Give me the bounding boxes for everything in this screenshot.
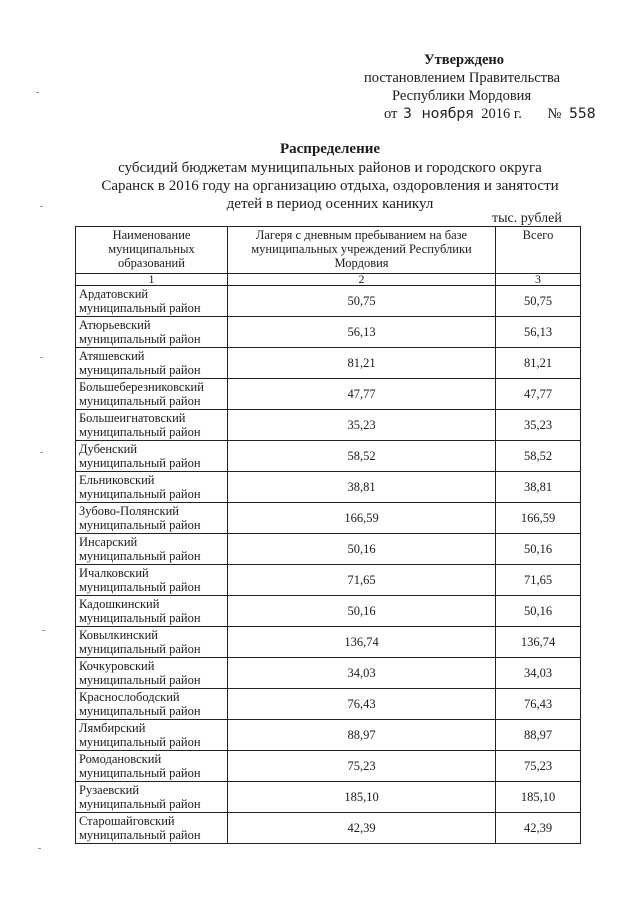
municipality-name: Ичалковский bbox=[79, 566, 149, 580]
column-number-row bbox=[76, 274, 581, 286]
municipality-name: Ковылкинский bbox=[79, 628, 158, 642]
table-row bbox=[76, 348, 581, 379]
unit-label: тыс. рублей bbox=[492, 211, 562, 226]
total-amount: 34,03 bbox=[496, 658, 581, 689]
municipality-type: муниципальный район bbox=[79, 735, 201, 749]
municipality-type: муниципальный район bbox=[79, 301, 201, 315]
approval-line-2: Республики Мордовия bbox=[392, 88, 532, 104]
heading-line-1: субсидий бюджетам муниципальных районов и городского округа bbox=[118, 160, 542, 176]
total-amount: 56,13 bbox=[496, 317, 581, 348]
table-row bbox=[76, 472, 581, 503]
municipality-name: Старошайговский bbox=[79, 814, 175, 828]
approval-date-line bbox=[300, 105, 600, 123]
table-row bbox=[76, 596, 581, 627]
municipality-cell bbox=[76, 689, 228, 720]
heading-title: Распределение bbox=[279, 141, 381, 157]
camps-amount: 81,21 bbox=[228, 348, 496, 379]
municipality-cell bbox=[76, 813, 228, 844]
camps-amount: 76,43 bbox=[228, 689, 496, 720]
column-number: 2 bbox=[228, 274, 496, 286]
municipality-type: муниципальный район bbox=[79, 642, 201, 656]
municipality-cell bbox=[76, 503, 228, 534]
table-row bbox=[76, 379, 581, 410]
camps-amount: 58,52 bbox=[228, 441, 496, 472]
municipality-type: муниципальный район bbox=[79, 487, 201, 501]
municipality-type: муниципальный район bbox=[79, 673, 201, 687]
municipality-type: муниципальный район bbox=[79, 394, 201, 408]
municipality-type: муниципальный район bbox=[79, 425, 201, 439]
municipality-name: Рузаевский bbox=[79, 783, 140, 797]
camps-amount: 50,16 bbox=[228, 596, 496, 627]
table-row bbox=[76, 317, 581, 348]
approval-title: Утверждено bbox=[424, 52, 504, 68]
municipality-name: Кочкуровский bbox=[79, 659, 155, 673]
table-row bbox=[76, 689, 581, 720]
table-row bbox=[76, 782, 581, 813]
municipality-type: муниципальный район bbox=[79, 828, 201, 842]
table-row bbox=[76, 503, 581, 534]
header-name: Наименование муниципальных образований bbox=[76, 227, 228, 274]
total-amount: 185,10 bbox=[496, 782, 581, 813]
municipality-cell bbox=[76, 441, 228, 472]
heading-line-2: Саранск в 2016 году на организацию отдыха, оздоровления и занятости bbox=[101, 178, 559, 194]
municipality-type: муниципальный район bbox=[79, 549, 201, 563]
municipality-type: муниципальный район bbox=[79, 797, 201, 811]
camps-amount: 136,74 bbox=[228, 627, 496, 658]
distribution-table bbox=[75, 226, 581, 844]
camps-amount: 75,23 bbox=[228, 751, 496, 782]
camps-amount: 38,81 bbox=[228, 472, 496, 503]
municipality-cell bbox=[76, 565, 228, 596]
approval-block bbox=[300, 51, 600, 123]
municipality-name: Зубово-Полянский bbox=[79, 504, 179, 518]
municipality-name: Дубенский bbox=[79, 442, 138, 456]
municipality-name: Ельниковский bbox=[79, 473, 155, 487]
municipality-cell bbox=[76, 472, 228, 503]
municipality-name: Инсарский bbox=[79, 535, 138, 549]
table-row bbox=[76, 751, 581, 782]
column-number: 3 bbox=[496, 274, 581, 286]
municipality-name: Большеберезниковский bbox=[79, 380, 204, 394]
municipality-name: Ардатовский bbox=[79, 287, 149, 301]
date-year: 2016 г. bbox=[481, 106, 522, 122]
header-total: Всего bbox=[496, 227, 581, 274]
municipality-cell bbox=[76, 627, 228, 658]
camps-amount: 166,59 bbox=[228, 503, 496, 534]
municipality-type: муниципальный район bbox=[79, 766, 201, 780]
header-camps: Лагеря с дневным пребыванием на базе муниципальных учреждений Республики Мордовия bbox=[228, 227, 496, 274]
date-month: ноября bbox=[421, 106, 474, 122]
table-row bbox=[76, 565, 581, 596]
camps-amount: 35,23 bbox=[228, 410, 496, 441]
scan-mark bbox=[36, 92, 39, 93]
camps-amount: 50,75 bbox=[228, 286, 496, 317]
approval-line-1: постановлением Правительства bbox=[364, 70, 561, 86]
total-amount: 71,65 bbox=[496, 565, 581, 596]
scan-mark bbox=[40, 452, 43, 453]
table-row bbox=[76, 441, 581, 472]
camps-amount: 47,77 bbox=[228, 379, 496, 410]
table-row bbox=[76, 410, 581, 441]
scan-mark bbox=[40, 357, 43, 358]
municipality-cell bbox=[76, 286, 228, 317]
column-number: 1 bbox=[76, 274, 228, 286]
municipality-cell bbox=[76, 720, 228, 751]
date-day: 3 bbox=[403, 106, 412, 122]
scan-mark bbox=[38, 848, 41, 849]
municipality-cell bbox=[76, 534, 228, 565]
municipality-name: Лямбирский bbox=[79, 721, 146, 735]
table-row bbox=[76, 534, 581, 565]
total-amount: 81,21 bbox=[496, 348, 581, 379]
municipality-name: Краснослободский bbox=[79, 690, 180, 704]
total-amount: 166,59 bbox=[496, 503, 581, 534]
municipality-type: муниципальный район bbox=[79, 611, 201, 625]
total-amount: 136,74 bbox=[496, 627, 581, 658]
total-amount: 35,23 bbox=[496, 410, 581, 441]
total-amount: 88,97 bbox=[496, 720, 581, 751]
total-amount: 76,43 bbox=[496, 689, 581, 720]
total-amount: 42,39 bbox=[496, 813, 581, 844]
total-amount: 50,16 bbox=[496, 596, 581, 627]
municipality-cell bbox=[76, 782, 228, 813]
camps-amount: 42,39 bbox=[228, 813, 496, 844]
camps-amount: 185,10 bbox=[228, 782, 496, 813]
municipality-name: Кадошкинский bbox=[79, 597, 160, 611]
scan-mark bbox=[42, 630, 45, 631]
number-sign: № bbox=[547, 106, 562, 122]
municipality-cell bbox=[76, 379, 228, 410]
table-row bbox=[76, 658, 581, 689]
municipality-type: муниципальный район bbox=[79, 518, 201, 532]
table-row bbox=[76, 813, 581, 844]
camps-amount: 88,97 bbox=[228, 720, 496, 751]
total-amount: 50,75 bbox=[496, 286, 581, 317]
municipality-name: Атяшевский bbox=[79, 349, 145, 363]
date-prefix: от bbox=[384, 106, 398, 122]
camps-amount: 34,03 bbox=[228, 658, 496, 689]
total-amount: 38,81 bbox=[496, 472, 581, 503]
municipality-cell bbox=[76, 410, 228, 441]
document-heading bbox=[60, 139, 600, 213]
municipality-cell bbox=[76, 348, 228, 379]
municipality-type: муниципальный район bbox=[79, 332, 201, 346]
municipality-type: муниципальный район bbox=[79, 456, 201, 470]
municipality-cell bbox=[76, 658, 228, 689]
municipality-name: Большеигнатовский bbox=[79, 411, 186, 425]
scan-mark bbox=[40, 206, 43, 207]
total-amount: 47,77 bbox=[496, 379, 581, 410]
table-row bbox=[76, 286, 581, 317]
camps-amount: 71,65 bbox=[228, 565, 496, 596]
camps-amount: 56,13 bbox=[228, 317, 496, 348]
municipality-cell bbox=[76, 317, 228, 348]
municipality-type: муниципальный район bbox=[79, 580, 201, 594]
table-header-row bbox=[76, 227, 581, 274]
municipality-cell bbox=[76, 596, 228, 627]
document-number: 558 bbox=[568, 106, 596, 122]
total-amount: 75,23 bbox=[496, 751, 581, 782]
total-amount: 58,52 bbox=[496, 441, 581, 472]
municipality-name: Ромодановский bbox=[79, 752, 162, 766]
municipality-type: муниципальный район bbox=[79, 363, 201, 377]
municipality-type: муниципальный район bbox=[79, 704, 201, 718]
heading-line-3: детей в период осенних каникул bbox=[226, 196, 434, 212]
camps-amount: 50,16 bbox=[228, 534, 496, 565]
total-amount: 50,16 bbox=[496, 534, 581, 565]
municipality-name: Атюрьевский bbox=[79, 318, 151, 332]
table-row bbox=[76, 627, 581, 658]
municipality-cell bbox=[76, 751, 228, 782]
table-row bbox=[76, 720, 581, 751]
